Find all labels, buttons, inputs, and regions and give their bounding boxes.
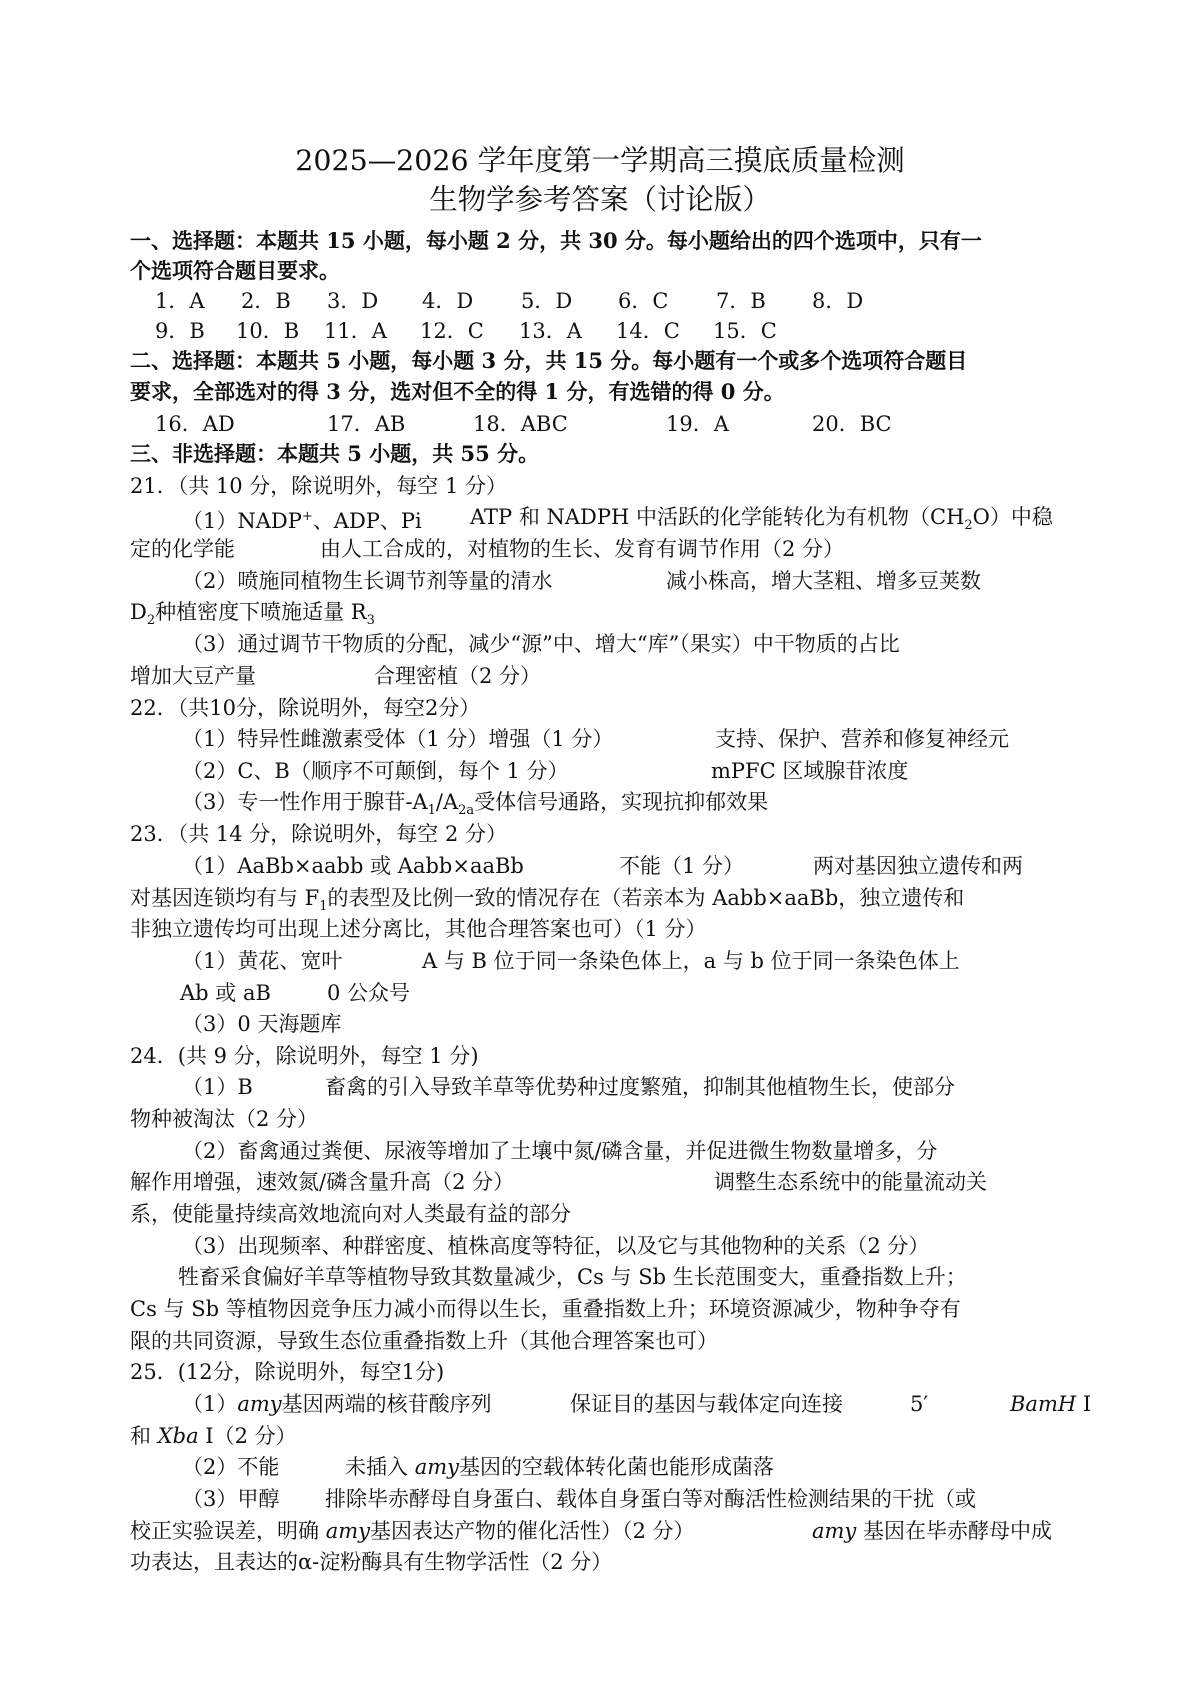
- q23-line3: 非独立遗传均可出现上述分离比，其他合理答案也可）（1 分）: [130, 917, 707, 941]
- q25-l1a: （1）: [182, 1392, 238, 1416]
- q25-line4b: 排除毕赤酵母自身蛋白、载体自身蛋白等对酶活性检测结果的干扰（或: [325, 1487, 976, 1511]
- page-subtitle: 生物学参考答案（讨论版）: [429, 183, 771, 216]
- q24-line9: 限的共同资源，导致生态位重叠指数上升（其他合理答案也可）: [130, 1329, 718, 1353]
- q24-heading: 24．(共 9 分，除说明外，每空 1 分): [130, 1044, 479, 1068]
- answer-14: 14．C: [616, 319, 680, 343]
- section1-heading-line2: 个选项符合题目要求。: [130, 258, 340, 283]
- q25-l3c: 基因的空载体转化菌也能形成菌落: [458, 1455, 774, 1479]
- q25-l5b: 基因表达产物的催化活性）（2 分）: [369, 1519, 695, 1543]
- q23-line1c: 两对基因独立遗传和两: [813, 854, 1023, 878]
- section2-heading-line2: 要求，全部选对的得 3 分，选对但不全的得 1 分，有选错的得 0 分。: [130, 379, 785, 404]
- q25-l1b: 基因两端的核苷酸序列: [281, 1392, 492, 1416]
- q25-line3a: （2）不能: [182, 1455, 280, 1479]
- q23-line1b: 不能（1 分）: [619, 854, 745, 878]
- q24-line4b: 调整生态系统中的能量流动关: [714, 1170, 987, 1194]
- q24-line6: （3）出现频率、种群密度、植株高度等特征，以及它与其他物种的关系（2 分）: [182, 1234, 930, 1258]
- answer-5: 5．D: [521, 289, 573, 313]
- q25-line5c: [812, 1516, 1052, 1546]
- answer-9: 9．B: [155, 319, 205, 343]
- q23-line6: （3）0 天海题库: [182, 1012, 342, 1036]
- q25-line5: [130, 1516, 695, 1546]
- q21-line6a: 增加大豆产量: [130, 664, 256, 688]
- q22-l3c: 受体信号通路，实现抗抑郁效果: [474, 790, 769, 814]
- answer-4: 4．D: [422, 289, 474, 313]
- q25-l5-amy: amy: [325, 1519, 370, 1543]
- q23-line4b: A 与 B 位于同一条染色体上，a 与 b 位于同一条染色体上: [422, 949, 960, 973]
- q24-line5: 系，使能量持续高效地流向对人类最有益的部分: [130, 1202, 571, 1226]
- section2-heading-line1: 二、选择题：本题共 5 小题，每小题 3 分，共 15 分。每小题有一个或多个选项符合题目: [130, 348, 968, 373]
- q21-line2a: 定的化学能: [130, 537, 235, 561]
- q25-line4a: （3）甲醇: [182, 1487, 280, 1511]
- answer-17: 17．AB: [327, 412, 406, 436]
- q21-l1c: ATP 和 NADPH 中活跃的化学能转化为有机物（CH: [470, 505, 965, 529]
- answer-12: 12．C: [420, 319, 484, 343]
- q22-heading: 22．（共10分，除说明外，每空2分）: [130, 696, 481, 720]
- answer-8: 8．D: [812, 289, 864, 313]
- q21-line5: （3）通过调节干物质的分配，减少“源”中、增大“库”（果实）中干物质的占比: [182, 632, 900, 656]
- q25-line3b: [345, 1452, 774, 1482]
- answer-13: 13．A: [519, 319, 582, 343]
- q22-l3-sub2: 2a: [458, 803, 475, 819]
- q21-heading: 21．（共 10 分，除说明外，每空 1 分）: [130, 474, 508, 498]
- q22-l3b: /A: [435, 790, 459, 814]
- q21-l4b: 种植密度下喷施适量 R: [155, 600, 367, 624]
- q21-l4a: D: [130, 600, 147, 624]
- page-title: 2025—2026 学年度第一学期高三摸底质量检测: [295, 144, 905, 177]
- answer-7: 7．B: [716, 289, 766, 313]
- q24-line7: 牲畜采食偏好羊草等植物导致其数量减少，Cs 与 Sb 生长范围变大，重叠指数上升；: [178, 1265, 967, 1289]
- q21-l1b: 、ADP、Pi: [312, 509, 422, 533]
- q21-l1d: O）中稳: [972, 505, 1053, 529]
- q21-l4-sub1: 2: [146, 613, 156, 629]
- q25-heading: 25．(12分，除说明外，每空1分): [130, 1360, 445, 1384]
- q25-l2b: Xba: [157, 1424, 199, 1448]
- q23-line4a: （1）黄花、宽叶: [182, 949, 343, 973]
- q22-line2b: mPFC 区域腺苷浓度: [711, 759, 909, 783]
- q25-l5c: 基因在毕赤酵母中成: [856, 1519, 1052, 1543]
- q25-line1: [182, 1389, 492, 1419]
- answer-11: 11．A: [324, 319, 387, 343]
- answer-10: 10．B: [236, 319, 300, 343]
- q21-l1-sub: 2: [964, 518, 973, 534]
- answer-18: 18．ABC: [473, 412, 568, 436]
- answer-20: 20．BC: [812, 412, 892, 436]
- q25-l1-amy: amy: [237, 1392, 282, 1416]
- section1-heading-line1: 一、选择题：本题共 15 小题，每小题 2 分，共 30 分。每小题给出的四个选项中，只有一: [130, 228, 982, 253]
- q21-l4-sub2: 3: [366, 613, 375, 629]
- q25-l1f: I: [1076, 1392, 1092, 1416]
- q25-l3-amy: amy: [414, 1455, 459, 1479]
- q24-line4a: 解作用增强，速效氮/磷含量升高（2 分）: [130, 1170, 515, 1194]
- answer-3: 3．D: [327, 289, 379, 313]
- q22-line1a: （1）特异性雌激素受体（1 分）增强（1 分）: [182, 727, 614, 751]
- q24-line8: Cs 与 Sb 等植物因竞争压力减小而得以生长，重叠指数上升；环境资源减少，物种争夺有: [130, 1297, 961, 1321]
- q25-line1d: 5′: [910, 1392, 929, 1416]
- q25-l2a: 和: [130, 1424, 158, 1448]
- q24-line1b: 畜禽的引入导致羊草等优势种过度繁殖，抑制其他植物生长，使部分: [325, 1075, 955, 1099]
- answer-19: 19．A: [666, 412, 729, 436]
- q21-l1a: （1）NADP: [182, 509, 302, 533]
- q25-l5a: 校正实验误差，明确: [130, 1519, 326, 1543]
- q21-line1: [182, 502, 422, 536]
- q25-line1c: 保证目的基因与载体定向连接: [570, 1392, 843, 1416]
- q25-l3b: 未插入: [345, 1455, 415, 1479]
- q25-l1e: BamH: [1010, 1392, 1077, 1416]
- q24-line1a: （1）B: [182, 1075, 253, 1099]
- q23-l2b: 的表型及比例一致的情况存在（若亲本为 Aabb×aaBb，独立遗传和: [327, 886, 965, 910]
- q22-line1b: 支持、保护、营养和修复神经元: [715, 727, 1009, 751]
- q21-line2b: 由人工合成的，对植物的生长、发育有调节作用（2 分）: [320, 537, 845, 561]
- answer-1: 1．A: [155, 289, 205, 313]
- answer-6: 6．C: [618, 289, 669, 313]
- q23-line5a: Ab 或 aB: [180, 981, 271, 1005]
- answer-15: 15．C: [713, 319, 777, 343]
- answer-2: 2．B: [241, 289, 291, 313]
- section3-heading: 三、非选择题：本题共 5 小题，共 55 分。: [130, 441, 540, 466]
- q21-line6b: 合理密植（2 分）: [374, 664, 542, 688]
- q25-l2c: I（2 分）: [198, 1424, 297, 1448]
- q24-line2: 物种被淘汰（2 分）: [130, 1107, 319, 1131]
- q22-l3a: （3）专一性作用于腺苷-A: [182, 790, 428, 814]
- q25-line6: 功表达，且表达的α-淀粉酶具有生物学活性（2 分）: [130, 1550, 613, 1574]
- q21-l1-sup: +: [301, 509, 313, 524]
- q25-line2: [130, 1421, 297, 1451]
- answer-16: 16．AD: [155, 412, 235, 436]
- q25-l5-amy2: amy: [812, 1519, 857, 1543]
- q23-line1a: （1）AaBb×aabb 或 Aabb×aaBb: [182, 854, 524, 878]
- q23-l2-sub: 1: [319, 899, 328, 915]
- q21-line3a: （2）喷施同植物生长调节剂等量的清水: [182, 569, 553, 593]
- q25-line1ef: [1010, 1389, 1091, 1419]
- q23-l2a: 对基因连锁均有与 F: [130, 886, 320, 910]
- q23-line5b: 0 公众号: [327, 981, 411, 1005]
- q21-line3b: 减小株高，增大茎粗、增多豆荚数: [666, 569, 981, 593]
- q23-heading: 23．（共 14 分，除说明外，每空 2 分）: [130, 822, 508, 846]
- q22-l3-sub1: 1: [427, 803, 436, 819]
- q24-line3: （2）畜禽通过粪便、尿液等增加了土壤中氮/磷含量，并促进微生物数量增多，分: [182, 1139, 938, 1163]
- q22-line2a: （2）C、B（顺序不可颠倒，每个 1 分）: [182, 759, 569, 783]
